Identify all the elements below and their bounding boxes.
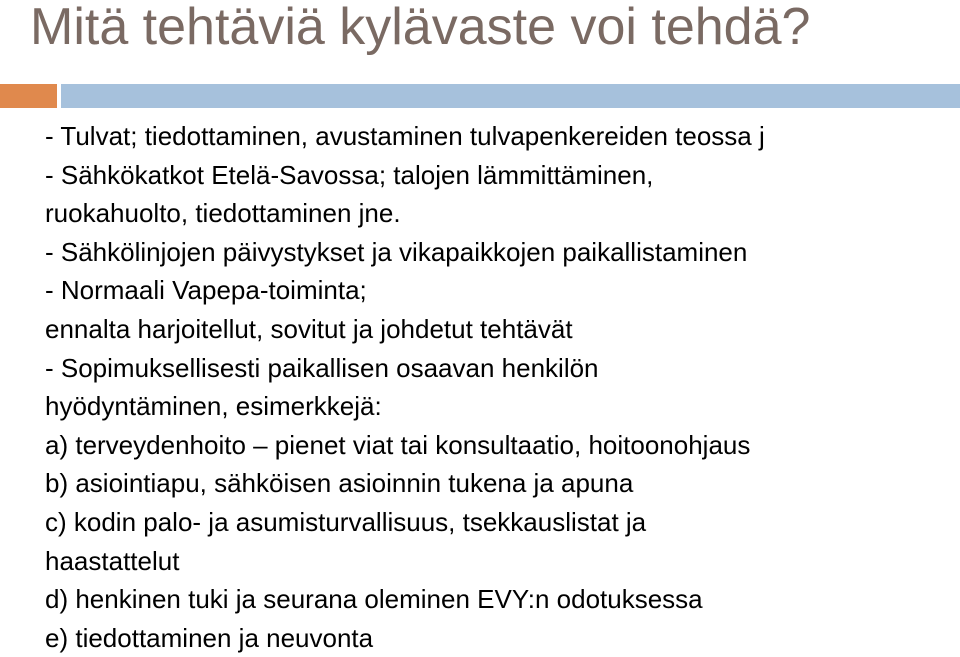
body-line: d) henkinen tuki ja seurana oleminen EVY:n odotuksessa <box>45 584 703 615</box>
body-line: haastattelut <box>45 545 180 576</box>
body-line: b) asiointiapu, sähköisen asioinnin tukena ja apuna <box>45 468 634 499</box>
body-line: ruokahuolto, tiedottaminen jne. <box>45 198 401 229</box>
body-line: - Sähkökatkot Etelä-Savossa; talojen lämmittäminen, <box>45 159 654 190</box>
body-line: - Normaali Vapepa-toiminta; <box>45 275 367 306</box>
body-line: c) kodin palo- ja asumisturvallisuus, tsekkauslistat ja <box>45 506 647 537</box>
body-line: a) terveydenhoito – pienet viat tai konsultaatio, hoitoonohjaus <box>45 429 751 460</box>
slide-title: Mitä tehtäviä kylävaste voi tehdä? <box>30 0 811 56</box>
slide-body-text <box>45 117 955 657</box>
body-line: hyödyntäminen, esimerkkejä: <box>45 391 382 422</box>
accent-bar-blue <box>61 84 960 108</box>
body-line: - Tulvat; tiedottaminen, avustaminen tulvapenkereiden teossa j <box>45 121 765 151</box>
accent-bar-orange <box>0 84 57 108</box>
body-line: ennalta harjoitellut, sovitut ja johdetut tehtävät <box>45 313 573 344</box>
body-line: - Sähkölinjojen päivystykset ja vikapaikkojen paikallistaminen <box>45 236 748 267</box>
body-line: e) tiedottaminen ja neuvonta <box>45 622 374 653</box>
body-line: - Sopimuksellisesti paikallisen osaavan henkilön <box>45 352 599 383</box>
